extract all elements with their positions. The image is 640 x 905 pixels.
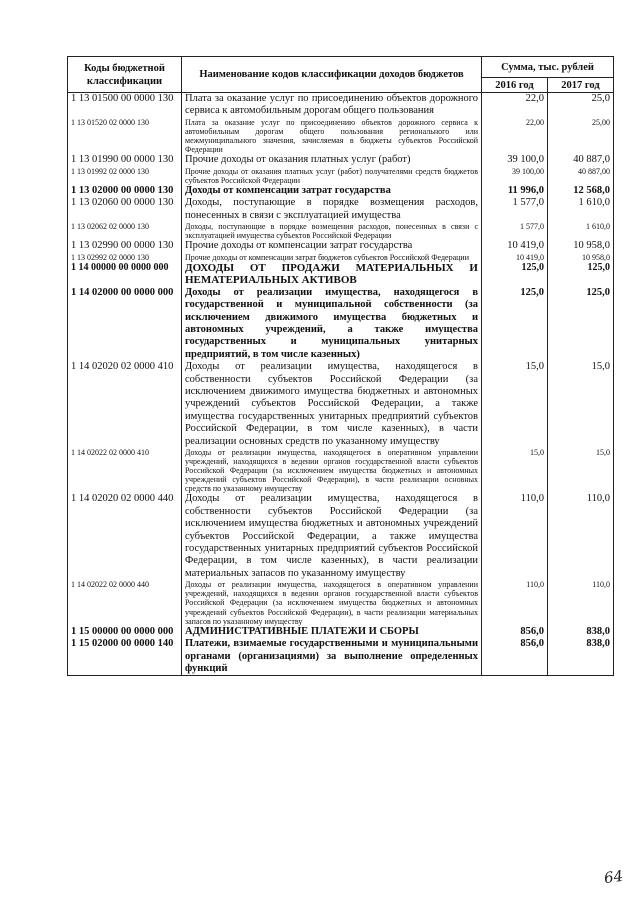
row-name: ДОХОДЫ ОТ ПРОДАЖИ МАТЕРИАЛЬНЫХ И НЕМАТЕРИАЛЬНЫХ АКТИВОВ (182, 262, 482, 287)
table-row (68, 197, 614, 222)
row-value-2016: 10 419,0 (482, 253, 548, 262)
row-value-2017: 15,0 (548, 361, 614, 448)
row-name: Доходы от реализации имущества, находящегося в собственности субъектов Российской Федерации (за исключением движимого имущества бюджетных и автономных учреждений субъектов Российской Федерации, а также имущества государственных унитарных предприятий субъектов Российской Федерации, в том числе казенных), в части реализации основных средств по указанному имуществу (182, 361, 482, 448)
row-value-2016: 22,00 (482, 118, 548, 154)
row-value-2017: 125,0 (548, 262, 614, 287)
row-name: Платежи, взимаемые государственными и муниципальными органами (организациями) за выполнение определенных функций (182, 638, 482, 676)
header-name: Наименование кодов классификации доходов бюджетов (182, 57, 482, 93)
row-value-2017: 15,0 (548, 448, 614, 493)
row-name: Доходы, поступающие в порядке возмещения расходов, понесенных в связи с эксплуатацией имущества (182, 197, 482, 222)
row-value-2017: 10 958,0 (548, 240, 614, 252)
row-name: Прочие доходы от компенсации затрат государства (182, 240, 482, 252)
row-code: 1 13 01520 02 0000 130 (68, 118, 182, 154)
row-name: Доходы от компенсации затрат государства (182, 185, 482, 197)
row-code: 1 14 02020 02 0000 440 (68, 493, 182, 580)
row-name: Плата за оказание услуг по присоединению объектов дорожного сервиса к автомобильным дорогам общего пользования регионального или межмуниципального значения, зачисляемая в бюджеты субъектов Российской Федерации (182, 118, 482, 154)
row-name: Прочие доходы от оказания платных услуг (работ) (182, 154, 482, 166)
row-value-2016: 1 577,0 (482, 197, 548, 222)
row-code: 1 14 00000 00 0000 000 (68, 262, 182, 287)
row-name: АДМИНИСТРАТИВНЫЕ ПЛАТЕЖИ И СБОРЫ (182, 626, 482, 638)
row-value-2017: 110,0 (548, 580, 614, 625)
row-name: Прочие доходы от оказания платных услуг (работ) получателями средств бюджетов субъектов Российской Федерации (182, 167, 482, 185)
header-year-2017: 2017 год (548, 78, 614, 93)
row-name: Доходы, поступающие в порядке возмещения расходов, понесенных в связи с эксплуатацией имущества субъектов Российской Федерации (182, 222, 482, 240)
row-value-2016: 110,0 (482, 580, 548, 625)
page-number: 64 (602, 866, 625, 888)
row-code: 1 13 02992 02 0000 130 (68, 253, 182, 262)
row-value-2016: 856,0 (482, 626, 548, 638)
row-code: 1 13 01992 02 0000 130 (68, 167, 182, 185)
table-row (68, 253, 614, 262)
table-row (68, 240, 614, 252)
row-value-2016: 11 996,0 (482, 185, 548, 197)
row-code: 1 14 02022 02 0000 410 (68, 448, 182, 493)
row-value-2016: 125,0 (482, 287, 548, 361)
table-row (68, 93, 614, 118)
row-value-2016: 15,0 (482, 448, 548, 493)
row-value-2017: 10 958,0 (548, 253, 614, 262)
row-value-2017: 1 610,0 (548, 197, 614, 222)
table-row (68, 222, 614, 240)
row-value-2017: 110,0 (548, 493, 614, 580)
row-name: Прочие доходы от компенсации затрат бюджетов субъектов Российской Федерации (182, 253, 482, 262)
table-row (68, 493, 614, 580)
row-code: 1 14 02022 02 0000 440 (68, 580, 182, 625)
row-value-2016: 39 100,0 (482, 154, 548, 166)
row-name: Доходы от реализации имущества, находящегося в оперативном управлении учреждений, находящихся в ведении органов государственной власти субъектов Российской Федерации (за исключением имущества бюджетных и автономных учреждений субъектов Российской Федерации), в части реализации основных средств по указанному имуществу (182, 448, 482, 493)
header-sum: Сумма, тыс. рублей (482, 57, 614, 78)
budget-revenue-table (67, 56, 614, 676)
table-row (68, 626, 614, 638)
row-value-2017: 838,0 (548, 638, 614, 676)
row-value-2016: 125,0 (482, 262, 548, 287)
row-value-2016: 15,0 (482, 361, 548, 448)
table-row (68, 580, 614, 625)
row-name: Доходы от реализации имущества, находящегося в оперативном управлении учреждений, находящихся в ведении органов государственной власти субъектов Российской Федерации (за исключением имущества бюджетных и автономных учреждений субъектов Российской Федерации), в части реализации материальных запасов по указанному имуществу (182, 580, 482, 625)
row-code: 1 13 02000 00 0000 130 (68, 185, 182, 197)
row-code: 1 15 00000 00 0000 000 (68, 626, 182, 638)
table-row (68, 448, 614, 493)
row-value-2017: 125,0 (548, 287, 614, 361)
row-value-2017: 12 568,0 (548, 185, 614, 197)
table-row (68, 167, 614, 185)
table-row (68, 185, 614, 197)
row-value-2017: 40 887,00 (548, 167, 614, 185)
table-body (68, 93, 614, 676)
row-value-2017: 1 610,0 (548, 222, 614, 240)
row-name: Доходы от реализации имущества, находящегося в собственности субъектов Российской Федерации (за исключением имущества бюджетных и автономных учреждений субъектов Российской Федерации, а также имущества государственных унитарных предприятий субъектов Российской Федерации, в том числе казенных), в части реализации материальных запасов по указанному имуществу (182, 493, 482, 580)
row-value-2016: 39 100,00 (482, 167, 548, 185)
table-row (68, 154, 614, 166)
table-header-row (68, 57, 614, 78)
row-value-2016: 856,0 (482, 638, 548, 676)
row-code: 1 14 02020 02 0000 410 (68, 361, 182, 448)
row-name: Доходы от реализации имущества, находящегося в государственной и муниципальной собственности (за исключением движимого имущества бюджетных и автономных учреждений, а также имущества государственных и муниципальных унитарных предприятий, в том числе казенных) (182, 287, 482, 361)
table-row (68, 262, 614, 287)
table-row (68, 638, 614, 676)
row-value-2017: 25,0 (548, 93, 614, 118)
row-code: 1 14 02000 00 0000 000 (68, 287, 182, 361)
header-codes: Коды бюджетной классификации (68, 57, 182, 93)
table-row (68, 118, 614, 154)
header-year-2016: 2016 год (482, 78, 548, 93)
row-value-2017: 838,0 (548, 626, 614, 638)
table-row (68, 287, 614, 361)
row-code: 1 13 02060 00 0000 130 (68, 197, 182, 222)
row-code: 1 13 02990 00 0000 130 (68, 240, 182, 252)
row-value-2016: 22,0 (482, 93, 548, 118)
table-row (68, 361, 614, 448)
row-code: 1 13 01990 00 0000 130 (68, 154, 182, 166)
row-name: Плата за оказание услуг по присоединению объектов дорожного сервиса к автомобильным дорогам общего пользования (182, 93, 482, 118)
row-code: 1 15 02000 00 0000 140 (68, 638, 182, 676)
row-value-2017: 40 887,0 (548, 154, 614, 166)
row-value-2017: 25,00 (548, 118, 614, 154)
row-value-2016: 10 419,0 (482, 240, 548, 252)
row-code: 1 13 01500 00 0000 130 (68, 93, 182, 118)
row-value-2016: 110,0 (482, 493, 548, 580)
row-value-2016: 1 577,0 (482, 222, 548, 240)
row-code: 1 13 02062 02 0000 130 (68, 222, 182, 240)
